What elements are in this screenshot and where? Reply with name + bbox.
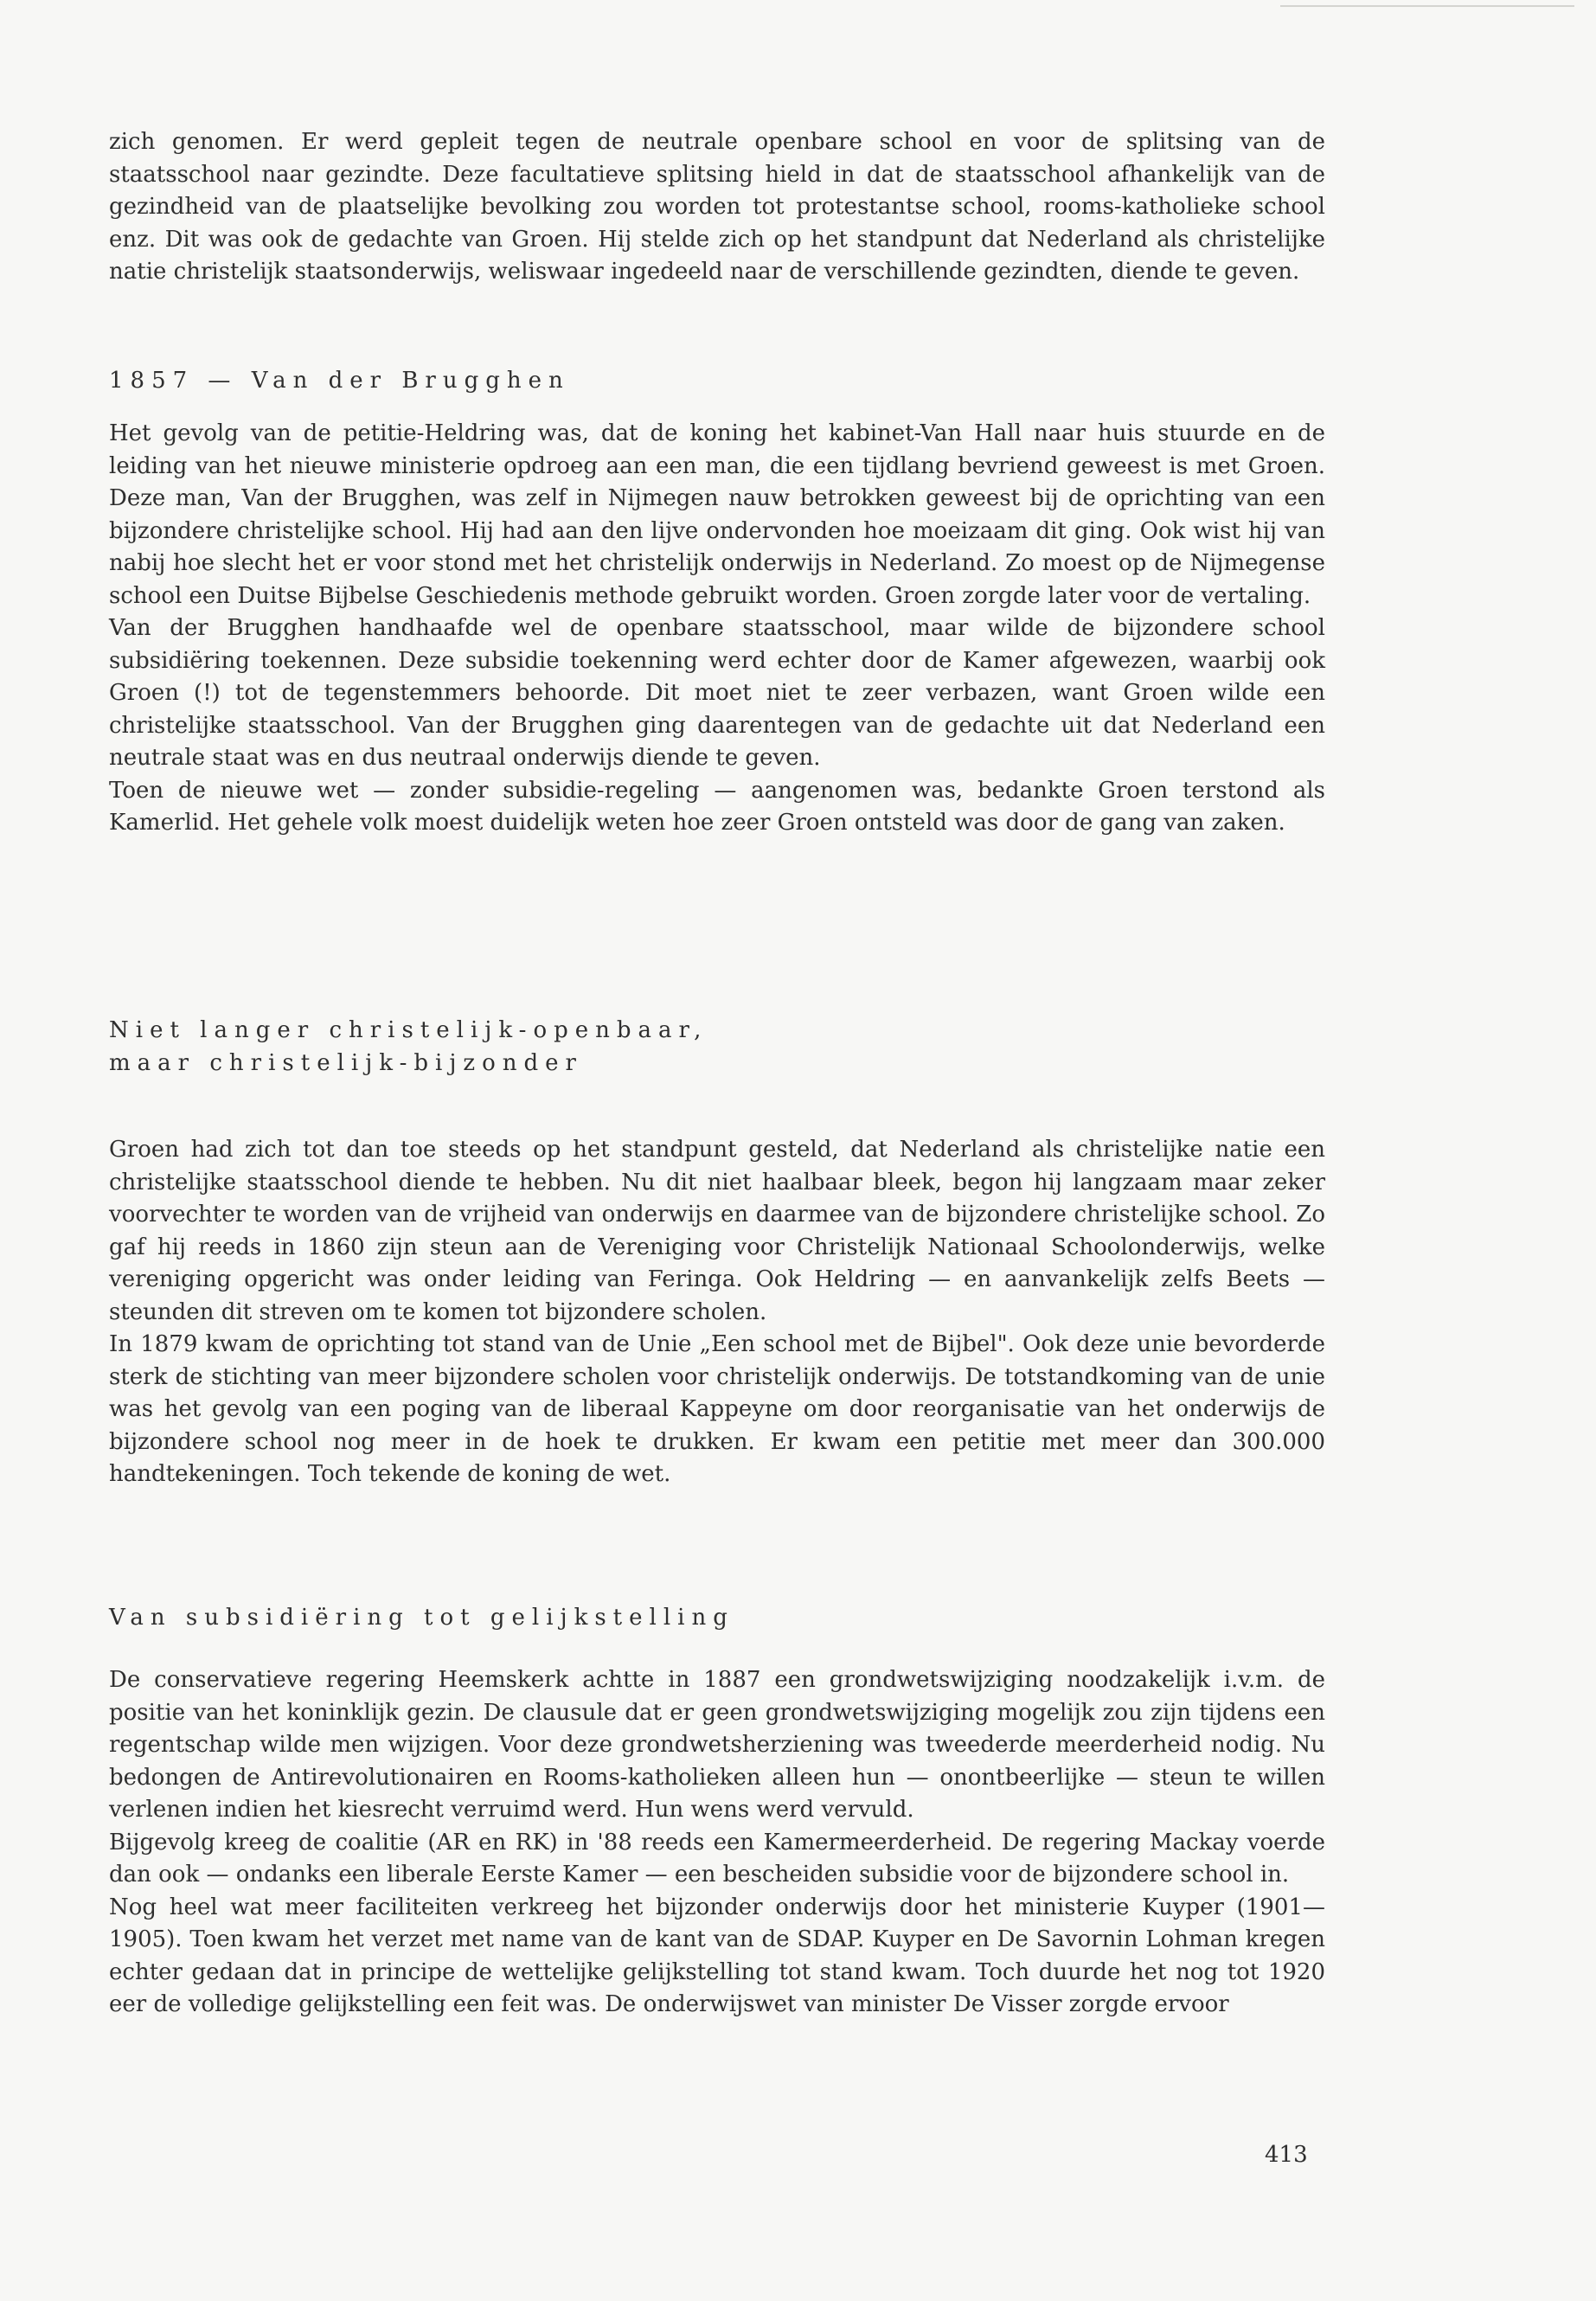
paragraph-unie-1879: In 1879 kwam de oprichting tot stand van de Unie „Een school met de Bijbel". Ook deze unie bevorderde sterk de stichting van meer bijzondere scholen voor christelijk onderwijs. De totstandkoming van de unie was het gevolg van een poging van de liberaal Kappeyne om door reorganisatie van het onderwijs de bijzondere school nog meer in de hoek te drukken. Er kwam een petitie met meer dan 300.000 handtekeningen. Toch tekende de koning de wet. bbox=[109, 1331, 1325, 1487]
section-van-der-brugghen bbox=[109, 418, 1325, 840]
paragraph-opening: zich genomen. Er werd gepleit tegen de neutrale openbare school en voor de splitsing van de staatsschool naar gezindte. Deze facultatieve splitsing hield in dat de staatsschool afhankelijk van de gezindheid van de plaatselijke bevolking zou worden tot protestantse school, rooms-katholieke school enz. Dit was ook de gedachte van Groen. Hij stelde zich op het standpunt dat Nederland als christelijke natie christelijk staatsonderwijs, weliswaar ingedeeld naar de verschillende gezindten, diende te geven. bbox=[109, 129, 1325, 285]
section-christelijk-bijzonder bbox=[109, 1134, 1325, 1491]
page-number: 413 bbox=[1265, 2142, 1308, 2168]
paragraph-groen-standpunt: Groen had zich tot dan toe steeds op het standpunt gesteld, dat Nederland als christelijke natie een christelijke staatsschool diende te hebben. Nu dit niet haalbaar bleek, begon hij langzaam maar zeker voorvechter te worden van de vrijheid van onderwijs en daarmee van de bijzondere christelijke school. Zo gaf hij reeds in 1860 zijn steun aan de Vereniging voor Christelijk Nationaal Schoolonderwijs, welke vereniging opgericht was onder leiding van Feringa. Ook Heldring — en aanvankelijk zelfs Beets — steunden dit streven om te komen tot bijzondere scholen. bbox=[109, 1137, 1325, 1325]
paragraph-petitie: Het gevolg van de petitie-Heldring was, dat de koning het kabinet-Van Hall naar huis stuurde en de leiding van het nieuwe ministerie opdroeg aan een man, die een tijdlang bevriend geweest is met Groen. Deze man, Van der Brugghen, was zelf in Nijmegen nauw betrokken geweest bij de oprichting van een bijzondere christelijke school. Hij had aan den lijve ondervonden hoe moeizaam dit ging. Ook wist hij van nabij hoe slecht het er voor stond met het christelijk onderwijs in Nederland. Zo moest op de Nijmegense school een Duitse Bijbelse Geschiedenis methode gebruikt worden. Groen zorgde later voor de vertaling. bbox=[109, 420, 1325, 609]
section-heading-line-2: maar christelijk-bijzonder bbox=[109, 1049, 583, 1076]
section-heading-gelijkstelling: Van subsidiëring tot gelijkstelling bbox=[109, 1605, 734, 1631]
paragraph-heemskerk: De conservatieve regering Heemskerk achtte in 1887 een grondwetswijziging noodzakelijk i.v.m. de positie van het koninklijk gezin. De clausule dat er geen grondwetswijziging mogelijk zou zijn tijdens een regentschap wilde men wijzigen. Voor deze grondwetsherziening was tweederde meerderheid nodig. Nu bedongen de Antirevolutionairen en Rooms-katholieken alleen hun — onontbeerlijke — steun te willen verlenen indien het kiesrecht verruimd werd. Hun wens werd vervuld. bbox=[109, 1667, 1325, 1823]
section-gelijkstelling bbox=[109, 1664, 1325, 2022]
section-heading-van-der-brugghen: 1857 — Van der Brugghen bbox=[109, 368, 570, 394]
section-heading-line-1: Niet langer christelijk-openbaar, bbox=[109, 1017, 708, 1043]
paragraph-coalitie: Bijgevolg kreeg de coalitie (AR en RK) in '88 reeds een Kamermeerderheid. De regering Mackay voerde dan ook — ondanks een liberale Eerste Kamer — een bescheiden subsidie voor de bijzondere school in. bbox=[109, 1829, 1325, 1888]
paragraph-kuyper: Nog heel wat meer faciliteiten verkreeg het bijzonder onderwijs door het ministerie Kuyper (1901—1905). Toen kwam het verzet met name van de kant van de SDAP. Kuyper en De Savornin Lohman kregen echter gedaan dat in principe de wettelijke gelijkstelling tot stand kwam. Toch duurde het nog tot 1920 eer de volledige gelijkstelling een feit was. De onderwijswet van minister De Visser zorgde ervoor bbox=[109, 1894, 1325, 2017]
paragraph-subsidiering: Van der Brugghen handhaafde wel de openbare staatsschool, maar wilde de bijzondere school subsidiëring toekennen. Deze subsidie toekenning werd echter door de Kamer afgewezen, waarbij ook Groen (!) tot de tegenstemmers behoorde. Dit moet niet te zeer verbazen, want Groen wilde een christelijke staatsschool. Van der Brugghen ging daarentegen van de gedachte uit dat Nederland een neutrale staat was en dus neutraal onderwijs diende te geven. bbox=[109, 615, 1325, 771]
section-heading-christelijk-bijzonder bbox=[109, 1015, 708, 1080]
paragraph-nieuwe-wet: Toen de nieuwe wet — zonder subsidie-regeling — aangenomen was, bedankte Groen terstond als Kamerlid. Het gehele volk moest duidelijk weten hoe zeer Groen ontsteld was door de gang van zaken. bbox=[109, 777, 1325, 836]
top-rule bbox=[1280, 5, 1574, 7]
